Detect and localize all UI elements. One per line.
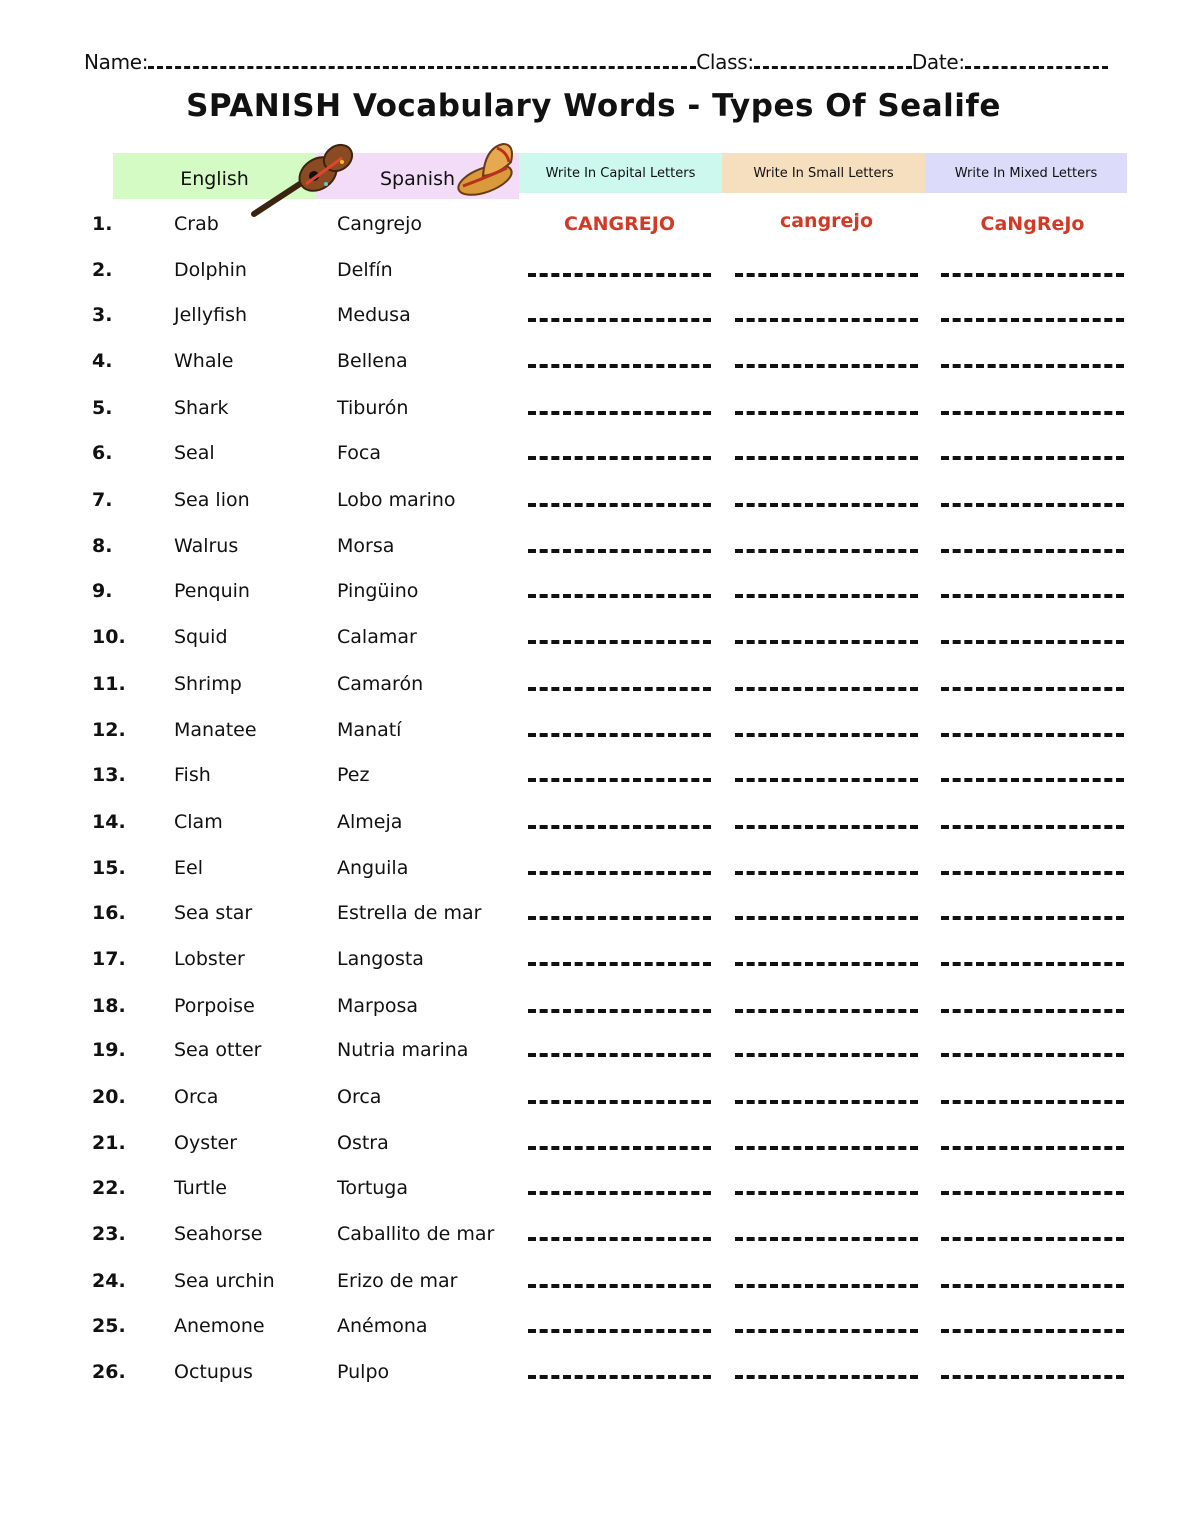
mixed-answer-blank[interactable] [941,1146,1124,1150]
capital-answer-blank[interactable] [528,594,711,598]
small-answer-blank[interactable] [735,1329,918,1333]
mixed-answer-blank[interactable] [941,962,1124,966]
vocab-row [0,1177,1187,1217]
row-number: 2. [92,259,113,281]
capital-answer-blank[interactable] [528,1329,711,1333]
name-field[interactable] [148,52,696,69]
row-number: 12. [92,719,126,741]
mixed-answer-blank[interactable] [941,503,1124,507]
capital-answer-blank[interactable] [528,962,711,966]
mixed-answer-blank[interactable] [941,364,1124,368]
vocab-row [0,1315,1187,1355]
small-answer-blank[interactable] [735,640,918,644]
row-number: 3. [92,304,113,326]
mixed-answer-blank[interactable] [941,1191,1124,1195]
spanish-word: Tiburón [337,397,409,419]
mixed-answer-blank[interactable] [941,916,1124,920]
english-word: Squid [174,626,228,648]
spanish-word: Manatí [337,719,402,741]
row-number: 11. [92,673,126,695]
vocab-row [0,397,1187,437]
spanish-word: Camarón [337,673,424,695]
class-label: Class: [696,50,754,74]
student-info-line [84,50,1124,74]
name-label: Name: [84,50,149,74]
mixed-answer-blank[interactable] [941,411,1124,415]
spanish-word: Calamar [337,626,417,648]
capital-answer-blank[interactable] [528,687,711,691]
vocab-row [0,673,1187,713]
row-number: 10. [92,626,126,648]
row-number: 21. [92,1132,126,1154]
vocab-row [0,995,1187,1035]
mixed-answer-blank[interactable] [941,318,1124,322]
small-answer-blank[interactable] [735,1237,918,1241]
small-answer-blank[interactable] [735,1191,918,1195]
capital-answer-blank[interactable] [528,1100,711,1104]
english-word: Seahorse [174,1223,263,1245]
mixed-answer-blank[interactable] [941,1375,1124,1379]
spanish-word: Tortuga [337,1177,409,1199]
row-number: 9. [92,580,113,602]
english-word: Shrimp [174,673,242,695]
small-answer-blank[interactable] [735,1284,918,1288]
capital-answer-blank[interactable] [528,1284,711,1288]
mixed-answer-blank[interactable] [941,1053,1124,1057]
spanish-word: Estrella de mar [337,902,482,924]
vocab-row [0,304,1187,344]
vocab-row [0,210,1187,253]
vocab-row [0,1086,1187,1126]
small-answer-blank[interactable] [735,364,918,368]
spanish-word: Bellena [337,350,408,372]
row-number: 18. [92,995,126,1017]
date-label: Date: [911,50,965,74]
english-word: Shark [174,397,229,419]
vocab-row [0,1039,1187,1079]
small-answer-blank[interactable] [735,733,918,737]
spanish-word: Cangrejo [337,213,422,235]
mixed-answer-blank[interactable] [941,549,1124,553]
english-word: Eel [174,857,203,879]
english-word: Orca [174,1086,219,1108]
vocab-row [0,259,1187,299]
page-title: SPANISH Vocabulary Words - Types Of Sealife [186,88,1001,124]
vocab-row [0,857,1187,897]
sombrero-icon [455,138,525,200]
header-mixed: Write In Mixed Letters [925,153,1127,193]
row-number: 15. [92,857,126,879]
small-answer-blank[interactable] [735,778,918,782]
row-number: 4. [92,350,113,372]
vocab-row [0,1223,1187,1263]
row-number: 25. [92,1315,126,1337]
capital-answer-blank[interactable] [528,640,711,644]
small-answer-blank[interactable] [735,456,918,460]
english-word: Seal [174,442,215,464]
spanish-word: Foca [337,442,381,464]
row-number: 8. [92,535,113,557]
english-word: Oyster [174,1132,238,1154]
row-number: 17. [92,948,126,970]
date-field[interactable] [965,52,1108,69]
english-word: Jellyfish [174,304,248,326]
small-answer-blank[interactable] [735,594,918,598]
vocab-row [0,489,1187,529]
mixed-answer-blank[interactable] [941,871,1124,875]
vocab-row [0,535,1187,575]
small-answer-blank[interactable] [735,1375,918,1379]
capital-answer-blank[interactable] [528,871,711,875]
spanish-word: Marposa [337,995,419,1017]
spanish-word: Morsa [337,535,395,557]
row-number: 19. [92,1039,126,1061]
row-number: 22. [92,1177,126,1199]
small-answer-blank[interactable] [735,1146,918,1150]
spanish-word: Pez [337,764,370,786]
small-answer-blank[interactable] [735,1100,918,1104]
spanish-word: Caballito de mar [337,1223,495,1245]
english-word: Whale [174,350,234,372]
small-answer-blank[interactable] [735,687,918,691]
row-number: 13. [92,764,126,786]
capital-answer-blank[interactable] [528,1375,711,1379]
vocab-row [0,580,1187,620]
small-answer-blank[interactable] [735,273,918,277]
mixed-answer-blank[interactable] [941,640,1124,644]
mixed-answer-blank[interactable] [941,687,1124,691]
header-english: English [113,153,316,199]
capital-answer-blank[interactable] [528,778,711,782]
capital-answer-blank[interactable] [528,1009,711,1013]
vocab-row [0,948,1187,988]
capital-answer-blank[interactable] [528,1146,711,1150]
mixed-answer-blank[interactable] [941,1237,1124,1241]
capital-answer-blank[interactable] [528,411,711,415]
vocab-row [0,902,1187,942]
spanish-word: Lobo marino [337,489,456,511]
capital-answer-blank[interactable] [528,318,711,322]
english-word: Sea star [174,902,253,924]
spanish-word: Pingüino [337,580,419,602]
vocab-row [0,719,1187,759]
vocab-row [0,442,1187,482]
small-answer-blank[interactable] [735,916,918,920]
mixed-answer-blank[interactable] [941,825,1124,829]
english-word: Sea lion [174,489,250,511]
mixed-answer-blank[interactable] [941,1284,1124,1288]
english-word: Penquin [174,580,250,602]
row-number: 5. [92,397,113,419]
row-number: 1. [92,213,113,235]
capital-answer-blank[interactable] [528,503,711,507]
english-word: Anemone [174,1315,265,1337]
capital-answer-blank[interactable] [528,549,711,553]
mixed-answer-blank[interactable] [941,733,1124,737]
mixed-answer-blank[interactable] [941,456,1124,460]
capital-answer-blank[interactable] [528,1053,711,1057]
capital-answer-blank[interactable] [528,456,711,460]
small-answer-blank[interactable] [735,503,918,507]
vocab-row [0,1132,1187,1172]
row-number: 16. [92,902,126,924]
english-word: Porpoise [174,995,255,1017]
spanish-word: Delfín [337,259,393,281]
english-word: Lobster [174,948,245,970]
english-word: Sea otter [174,1039,262,1061]
vocab-row [0,764,1187,804]
mixed-answer-blank[interactable] [941,1329,1124,1333]
header-spanish: Spanish [316,153,519,199]
capital-answer-blank[interactable] [528,733,711,737]
english-word: Clam [174,811,223,833]
english-word: Manatee [174,719,257,741]
header-small: Write In Small Letters [722,153,925,193]
small-answer-blank[interactable] [735,1009,918,1013]
english-word: Dolphin [174,259,247,281]
spanish-word: Pulpo [337,1361,390,1383]
small-answer-blank[interactable] [735,411,918,415]
header-capital: Write In Capital Letters [519,153,722,193]
english-word: Crab [174,213,219,235]
example-small: cangrejo [779,210,874,232]
capital-answer-blank[interactable] [528,916,711,920]
capital-answer-blank[interactable] [528,1191,711,1195]
row-number: 26. [92,1361,126,1383]
english-word: Fish [174,764,211,786]
small-answer-blank[interactable] [735,1053,918,1057]
spanish-word: Erizo de mar [337,1270,458,1292]
class-field[interactable] [754,52,912,69]
spanish-word: Anémona [337,1315,428,1337]
vocab-row [0,1361,1187,1401]
vocab-row [0,811,1187,851]
mixed-answer-blank[interactable] [941,273,1124,277]
example-capital: CANGREJO [564,213,675,235]
english-word: Walrus [174,535,239,557]
small-answer-blank[interactable] [735,825,918,829]
english-word: Octupus [174,1361,253,1383]
spanish-word: Anguila [337,857,409,879]
english-word: Sea urchin [174,1270,275,1292]
row-number: 14. [92,811,126,833]
capital-answer-blank[interactable] [528,364,711,368]
row-number: 7. [92,489,113,511]
small-answer-blank[interactable] [735,318,918,322]
guitar-icon [250,140,360,220]
vocab-row [0,1270,1187,1310]
row-number: 6. [92,442,113,464]
spanish-word: Langosta [337,948,424,970]
row-number: 24. [92,1270,126,1292]
capital-answer-blank[interactable] [528,825,711,829]
row-number: 23. [92,1223,126,1245]
mixed-answer-blank[interactable] [941,594,1124,598]
small-answer-blank[interactable] [735,871,918,875]
capital-answer-blank[interactable] [528,273,711,277]
spanish-word: Nutria marina [337,1039,469,1061]
mixed-answer-blank[interactable] [941,1009,1124,1013]
example-mixed: CaNgReJo [980,213,1085,235]
spanish-word: Medusa [337,304,411,326]
vocab-row [0,350,1187,390]
small-answer-blank[interactable] [735,549,918,553]
row-number: 20. [92,1086,126,1108]
english-word: Turtle [174,1177,227,1199]
spanish-word: Ostra [337,1132,389,1154]
mixed-answer-blank[interactable] [941,778,1124,782]
spanish-word: Orca [337,1086,382,1108]
small-answer-blank[interactable] [735,962,918,966]
capital-answer-blank[interactable] [528,1237,711,1241]
mixed-answer-blank[interactable] [941,1100,1124,1104]
spanish-word: Almeja [337,811,403,833]
vocab-row [0,626,1187,666]
